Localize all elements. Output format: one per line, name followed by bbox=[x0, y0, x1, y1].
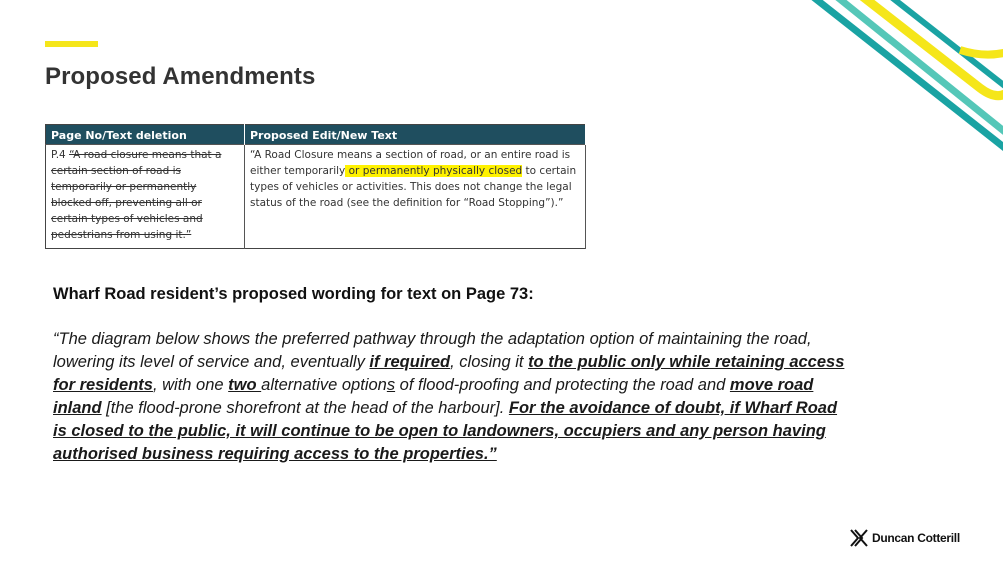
table-header-row bbox=[46, 125, 586, 145]
quote-text: , with one bbox=[152, 376, 229, 394]
duncan-cotterill-logo bbox=[849, 528, 960, 548]
quote-text: of flood-proofing and protecting the road and bbox=[395, 376, 730, 394]
page-title: Proposed Amendments bbox=[45, 63, 316, 90]
quote-emphasis: move road inland bbox=[53, 376, 814, 417]
proposal-heading: Wharf Road resident’s proposed wording for text on Page 73: bbox=[53, 285, 534, 303]
new-text-part-2: to certain types of vehicles or activities. This does not change the legal status of the road (see the definition for “Road Stopping”).” bbox=[250, 165, 577, 209]
amendments-table bbox=[45, 124, 586, 249]
proposal-quote bbox=[53, 328, 853, 466]
logo-text: Duncan Cotterill bbox=[872, 531, 960, 545]
logo-mark-icon bbox=[849, 528, 869, 548]
quote-text: , closing it bbox=[450, 353, 529, 371]
quote-emphasis: if required bbox=[369, 353, 451, 371]
deletion-cell bbox=[46, 145, 245, 249]
quote-underline: s bbox=[386, 376, 396, 394]
quote-emphasis: two bbox=[228, 376, 262, 394]
table-header-new-text: Proposed Edit/New Text bbox=[245, 125, 586, 145]
quote-emphasis: For the avoidance of doubt, if Wharf Road is closed to the public, it will continue to be open to landowners, occupiers and any person having authorised business requiring access to the properties.” bbox=[53, 399, 838, 463]
quote-text: “The diagram below shows the preferred pathway through the adaptation option of maintaining the road, lowering its level of service and, eventually bbox=[53, 330, 812, 371]
quote-text: alternative option bbox=[261, 376, 387, 394]
table-row bbox=[46, 145, 586, 249]
table-header-deletion: Page No/Text deletion bbox=[46, 125, 245, 145]
quote-emphasis: to the public only while retaining access for residents bbox=[53, 353, 845, 394]
new-text-part-1: “A Road Closure means a section of road, or an entire road is either temporarily bbox=[250, 149, 571, 177]
new-text-highlight: or permanently physically closed bbox=[345, 165, 523, 177]
quote-text: [the flood-prone shorefront at the head of the harbour]. bbox=[101, 399, 509, 417]
new-text-cell bbox=[245, 145, 586, 249]
deleted-text: “A road closure means that a certain section of road is temporarily or permanently blocked off, preventing all or certain types of vehicles and pedestrians from using it.” bbox=[51, 149, 222, 241]
page-number: P.4 bbox=[51, 149, 66, 161]
